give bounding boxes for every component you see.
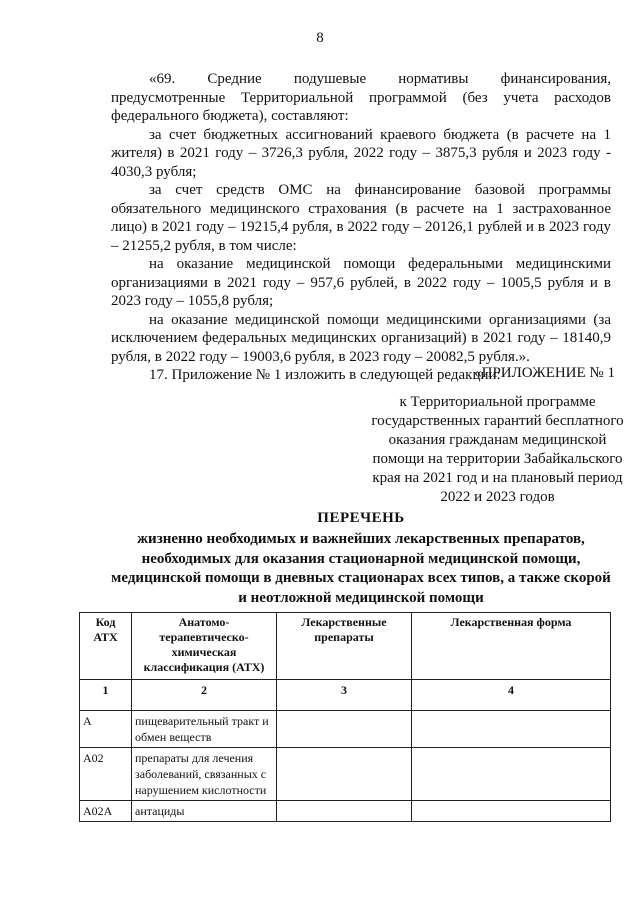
paragraph: 17. Приложение № 1 изложить в следующей редакции: (149, 367, 501, 383)
atx-drug (277, 748, 412, 801)
atx-classification: пищеварительный тракт и обмен веществ (132, 711, 277, 748)
table-row (80, 748, 611, 801)
table-row (80, 711, 611, 748)
atx-code: А (80, 711, 132, 748)
column-number: 2 (132, 680, 277, 711)
paragraph: на оказание медицинской помощи медицинскими организациями (за исключением федеральных медицинских организаций) в 2021 году – 18140,9 рубля, в 2022 году – 19003,6 рубля, в 2023 году – 20082,5 рубля.». (111, 311, 611, 365)
paragraph: на оказание медицинской помощи федеральными медицинскими организациями в 2021 году – 957,6 рублей, в 2022 году – 1005,5 рубля и в 2023 году – 1055,8 рубля; (111, 256, 611, 309)
appendix-reference: к Территориальной программе государственных гарантий бесплатного оказания гражданам медицинской помощи на территории Забайкальского края на 2021 год и на плановый период 2022 и 2023 годов (371, 394, 624, 505)
paragraph: «69. Средние подушевые нормативы финансирования, предусмотренные Территориальной программой (без учета расходов федерального бюджета), составляют: (111, 71, 611, 124)
paragraph: за счет бюджетных ассигнований краевого бюджета (в расчете на 1 жителя) в 2021 году – 3726,3 рубля, 2022 году – 3875,3 рубля и 2023 году - 4030,3 рубля; (111, 126, 611, 180)
table-header-row (80, 613, 611, 680)
atx-form (412, 748, 611, 801)
header-drugs: Лекарственные препараты (277, 613, 412, 680)
body-text (111, 70, 611, 385)
atx-classification: антациды (132, 801, 277, 822)
header-form: Лекарственная форма (412, 613, 611, 680)
list-title: ПЕРЕЧЕНЬ (317, 510, 405, 526)
atx-drug (277, 801, 412, 822)
column-number: 3 (277, 680, 412, 711)
atx-code: А02А (80, 801, 132, 822)
appendix-title: «ПРИЛОЖЕНИЕ № 1 (474, 365, 615, 381)
column-number: 4 (412, 680, 611, 711)
atx-table (79, 612, 611, 822)
atx-drug (277, 711, 412, 748)
header-classification: Анатомо-терапевтическо-химическая классификация (АТХ) (132, 613, 277, 680)
paragraph: за счет средств ОМС на финансирование базовой программы обязательного медицинского страхования (в расчете на 1 застрахованное лицо) в 2021 году – 19215,4 рубля, в 2022 году – 20126,1 рублей и в 2023 году – 21255,2 рубля, в том числе: (111, 182, 611, 254)
table-column-numbers (80, 680, 611, 711)
header-code: Код АТХ (80, 613, 132, 680)
list-subtitle: жизненно необходимых и важнейших лекарственных препаратов, необходимых для оказания стационарной медицинской помощи, медицинской помощи в дневных стационарах всех типов, а также скорой и неотложной медицинской помощи (111, 531, 611, 606)
atx-classification: препараты для лечения заболеваний, связанных с нарушением кислотности (132, 748, 277, 801)
column-number: 1 (80, 680, 132, 711)
table-row (80, 801, 611, 822)
page-number: 8 (316, 30, 324, 46)
atx-code: А02 (80, 748, 132, 801)
atx-form (412, 801, 611, 822)
atx-form (412, 711, 611, 748)
